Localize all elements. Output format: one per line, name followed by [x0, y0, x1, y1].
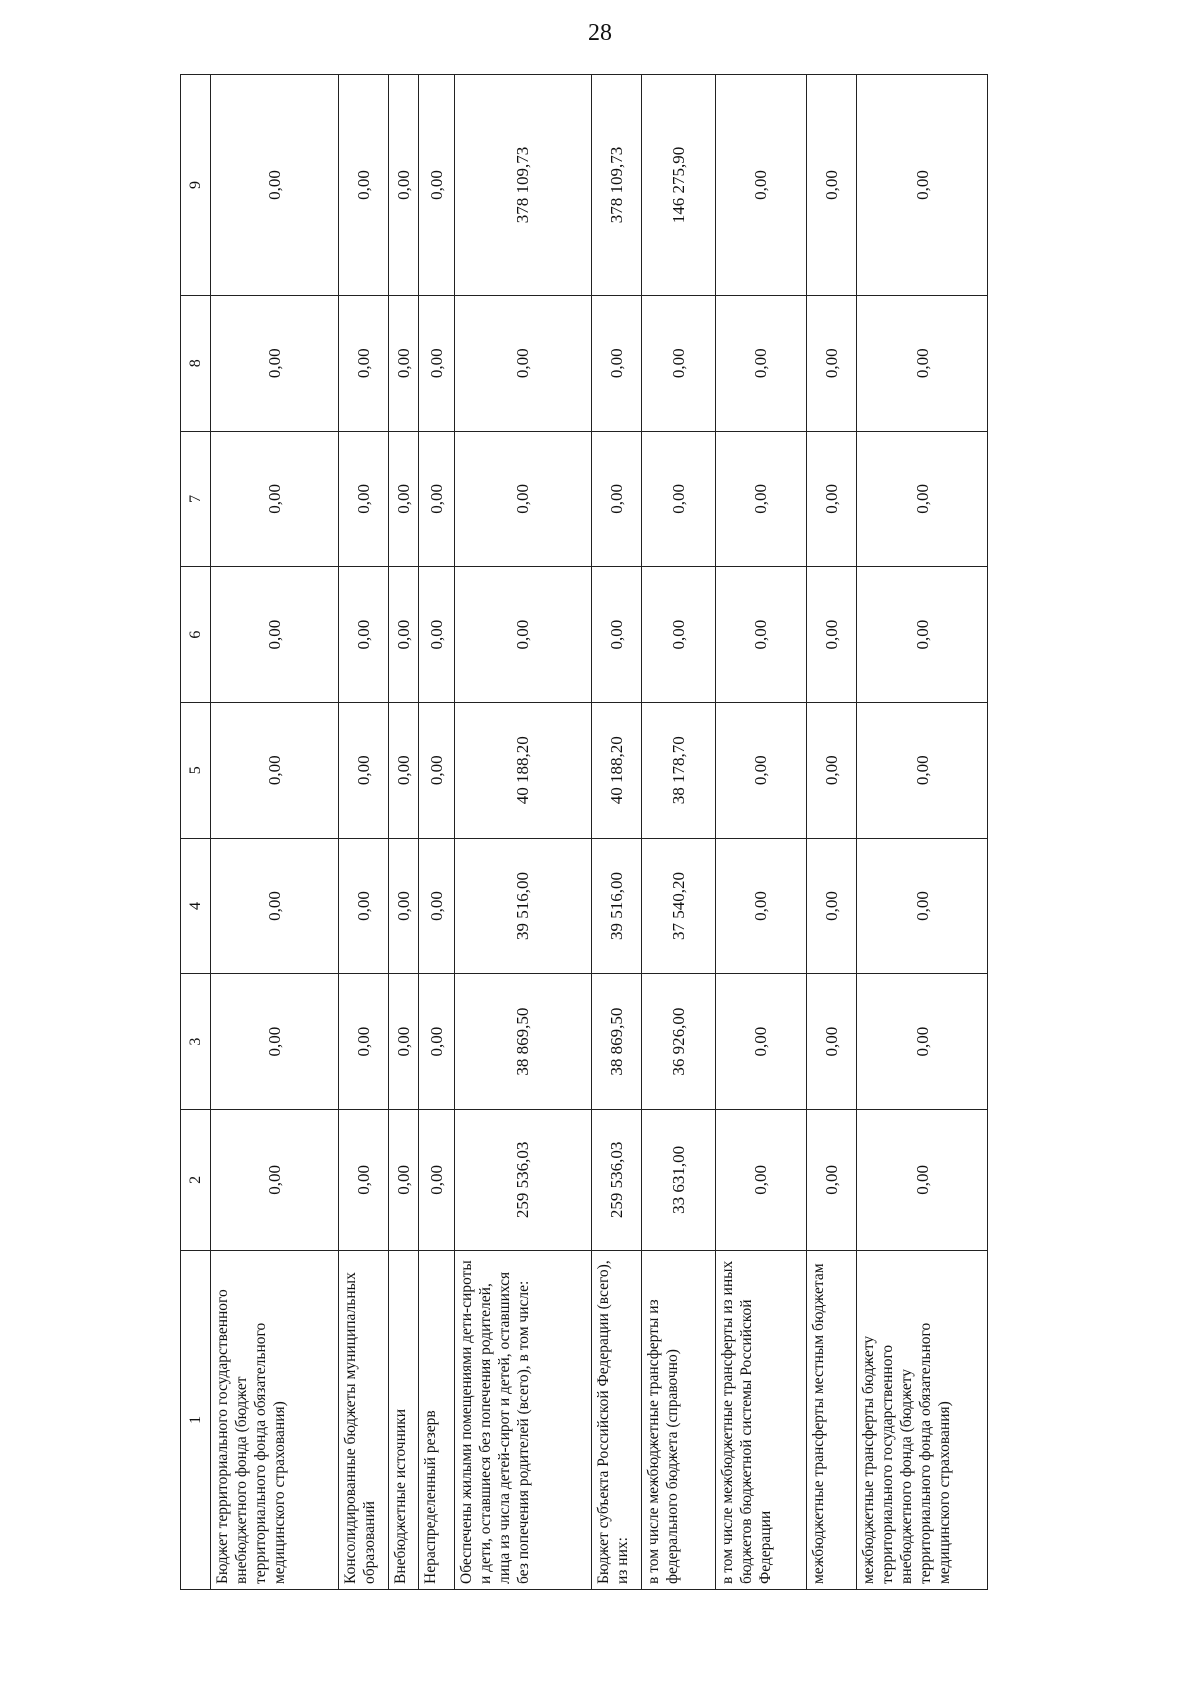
table-cell: 0,00 [806, 295, 857, 431]
table-cell: 0,00 [211, 295, 339, 431]
row-label: в том числе межбюджетные трансферты из иных бюджетов бюджетной системы Российской Федерации [715, 1250, 806, 1589]
table-cell: 0,00 [418, 75, 454, 296]
column-header: 2 [181, 1110, 211, 1251]
table-cell: 0,00 [454, 295, 591, 431]
table-cell: 146 275,90 [642, 75, 716, 296]
table-row [389, 75, 419, 1590]
table-cell: 0,00 [806, 974, 857, 1110]
table-cell: 0,00 [338, 295, 389, 431]
table-header-row [181, 75, 211, 1590]
table-cell: 0,00 [715, 295, 806, 431]
row-label: Бюджет субъекта Российской Федерации (всего), из них: [591, 1250, 642, 1589]
table-cell: 378 109,73 [591, 75, 642, 296]
table-cell: 0,00 [806, 431, 857, 567]
table-cell: 39 516,00 [591, 838, 642, 974]
page-number: 28 [588, 20, 612, 46]
table-row [454, 75, 591, 1590]
table-cell: 40 188,20 [454, 702, 591, 838]
table-cell: 0,00 [418, 1110, 454, 1251]
table-cell: 0,00 [211, 75, 339, 296]
table-cell: 39 516,00 [454, 838, 591, 974]
table-cell: 0,00 [338, 702, 389, 838]
budget-table [180, 74, 988, 1590]
row-label: межбюджетные трансферты местным бюджетам [806, 1250, 857, 1589]
table-cell: 0,00 [857, 838, 988, 974]
column-header: 5 [181, 702, 211, 838]
table-cell: 0,00 [806, 567, 857, 703]
table-cell: 0,00 [454, 567, 591, 703]
column-header: 3 [181, 974, 211, 1110]
table-cell: 0,00 [715, 75, 806, 296]
table-cell: 0,00 [211, 567, 339, 703]
table-cell: 0,00 [211, 974, 339, 1110]
table-cell: 0,00 [389, 838, 419, 974]
column-header: 7 [181, 431, 211, 567]
table-cell: 33 631,00 [642, 1110, 716, 1251]
table-cell: 0,00 [715, 567, 806, 703]
table-row [338, 75, 389, 1590]
rotated-table-container [180, 74, 988, 1590]
table-cell: 0,00 [454, 431, 591, 567]
row-label: Бюджет территориального государственного внебюджетного фонда (бюджет территориального фонда обязательного медицинского страхования) [211, 1250, 339, 1589]
table-cell: 0,00 [389, 431, 419, 567]
table-cell: 36 926,00 [642, 974, 716, 1110]
table-cell: 0,00 [418, 702, 454, 838]
table-cell: 0,00 [715, 431, 806, 567]
table-cell: 0,00 [418, 974, 454, 1110]
table-cell: 0,00 [211, 431, 339, 567]
table-cell: 0,00 [591, 567, 642, 703]
table-cell: 378 109,73 [454, 75, 591, 296]
table-cell: 0,00 [857, 1110, 988, 1251]
column-header: 8 [181, 295, 211, 431]
table-cell: 0,00 [389, 75, 419, 296]
table-cell: 0,00 [857, 702, 988, 838]
table-cell: 0,00 [806, 702, 857, 838]
table-cell: 0,00 [857, 974, 988, 1110]
table-row [715, 75, 806, 1590]
table-cell: 0,00 [591, 431, 642, 567]
table-cell: 0,00 [642, 567, 716, 703]
table-cell: 0,00 [642, 295, 716, 431]
table-cell: 0,00 [389, 702, 419, 838]
table-cell: 259 536,03 [591, 1110, 642, 1251]
table-cell: 0,00 [857, 431, 988, 567]
table-cell: 0,00 [389, 295, 419, 431]
table-cell: 0,00 [389, 1110, 419, 1251]
table-cell: 0,00 [857, 75, 988, 296]
table-cell: 38 869,50 [454, 974, 591, 1110]
table-row [806, 75, 857, 1590]
table-cell: 0,00 [338, 974, 389, 1110]
table-cell: 0,00 [642, 431, 716, 567]
table-cell: 0,00 [211, 702, 339, 838]
table-cell: 0,00 [806, 1110, 857, 1251]
table-cell: 0,00 [338, 431, 389, 567]
table-row [857, 75, 988, 1590]
table-cell: 38 869,50 [591, 974, 642, 1110]
table-row [211, 75, 339, 1590]
table-cell: 0,00 [806, 75, 857, 296]
column-header: 6 [181, 567, 211, 703]
column-header: 1 [181, 1250, 211, 1589]
table-cell: 0,00 [338, 75, 389, 296]
column-header: 9 [181, 75, 211, 296]
table-cell: 0,00 [857, 567, 988, 703]
table-row [591, 75, 642, 1590]
row-label: в том числе межбюджетные трансферты из федерального бюджета (справочно) [642, 1250, 716, 1589]
table-row [642, 75, 716, 1590]
table-cell: 0,00 [806, 838, 857, 974]
row-label: Обеспечены жилыми помещениями дети-сироты и дети, оставшиеся без попечения родителей, лица из числа детей-сирот и детей, оставшихся без попечения родителей (всего), в том числе: [454, 1250, 591, 1589]
table-cell: 0,00 [418, 431, 454, 567]
table-cell: 0,00 [338, 838, 389, 974]
table-cell: 0,00 [418, 295, 454, 431]
table-cell: 0,00 [715, 838, 806, 974]
table-cell: 0,00 [338, 567, 389, 703]
table-cell: 0,00 [389, 567, 419, 703]
table-cell: 0,00 [591, 295, 642, 431]
row-label: Нераспределенный резерв [418, 1250, 454, 1589]
table-cell: 0,00 [715, 702, 806, 838]
table-cell: 40 188,20 [591, 702, 642, 838]
row-label: Консолидированные бюджеты муниципальных образований [338, 1250, 389, 1589]
table-cell: 0,00 [715, 1110, 806, 1251]
column-header: 4 [181, 838, 211, 974]
table-cell: 0,00 [715, 974, 806, 1110]
table-cell: 0,00 [418, 567, 454, 703]
table-cell: 259 536,03 [454, 1110, 591, 1251]
table-cell: 38 178,70 [642, 702, 716, 838]
row-label: межбюджетные трансферты бюджету территориального государственного внебюджетного фонда (бюджету территориального фонда обязательного медицинского страхования) [857, 1250, 988, 1589]
table-cell: 0,00 [338, 1110, 389, 1251]
table-cell: 0,00 [389, 974, 419, 1110]
table-cell: 0,00 [211, 1110, 339, 1251]
table-cell: 0,00 [857, 295, 988, 431]
table-cell: 37 540,20 [642, 838, 716, 974]
table-cell: 0,00 [418, 838, 454, 974]
row-label: Внебюджетные источники [389, 1250, 419, 1589]
table-row [418, 75, 454, 1590]
table-cell: 0,00 [211, 838, 339, 974]
